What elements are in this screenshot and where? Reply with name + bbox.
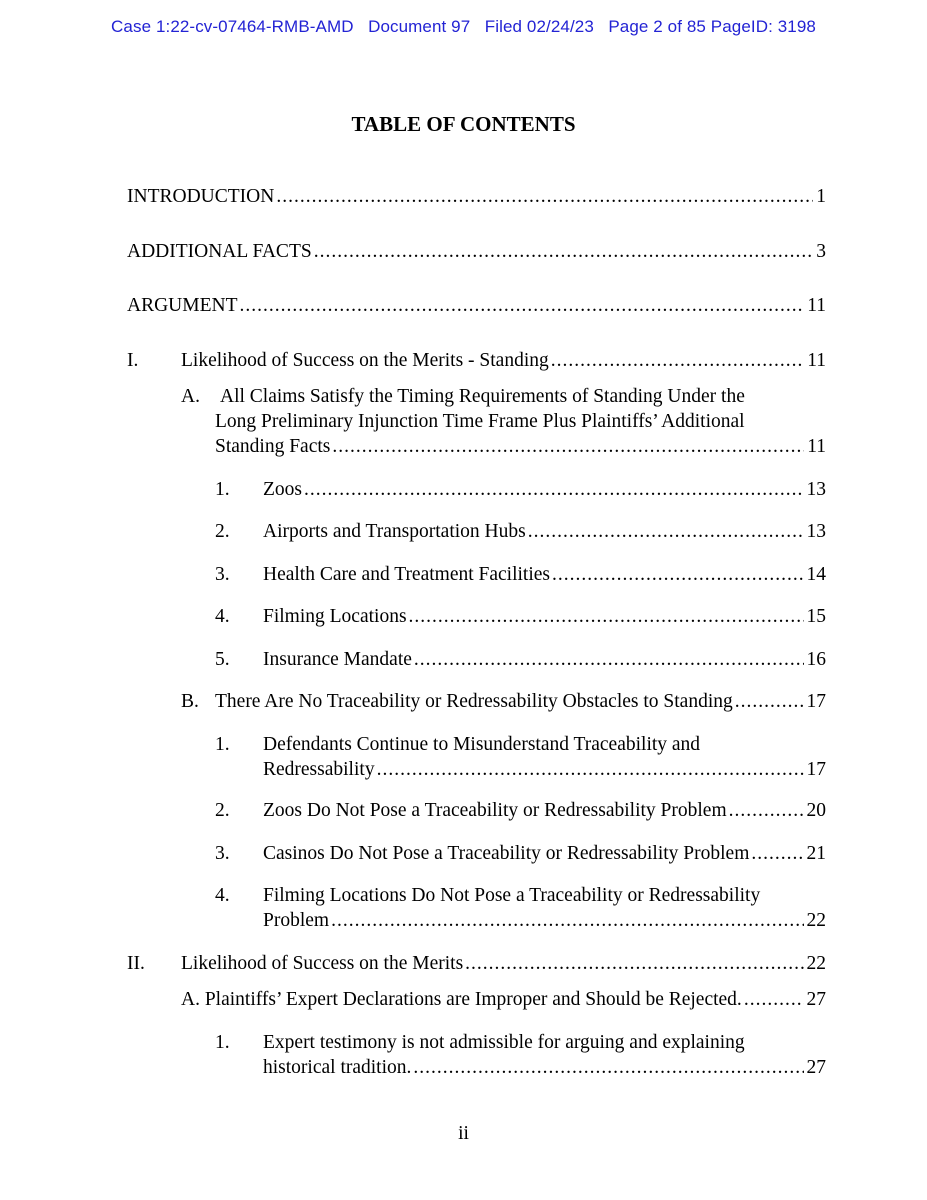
toc-section-number: 3. [215, 564, 230, 585]
toc-entry-label: ADDITIONAL FACTS [127, 241, 312, 262]
toc-entry-label: Casinos Do Not Pose a Traceability or Redressability Problem [263, 843, 750, 864]
dot-leader [528, 519, 804, 544]
toc-entry-introduction [127, 184, 826, 209]
dot-leader [240, 293, 805, 318]
toc-entry-label: Problem [263, 910, 330, 931]
toc-entry-zoos [263, 477, 826, 502]
toc-entry-label: historical tradition. [263, 1057, 412, 1078]
dot-leader [729, 798, 804, 823]
toc-page-number: 11 [807, 436, 826, 457]
toc-entry-label: Likelihood of Success on the Merits [181, 953, 464, 974]
toc-entry-zoos-problem [263, 798, 826, 823]
dot-leader [552, 562, 803, 587]
page-title: TABLE OF CONTENTS [351, 112, 576, 136]
toc-page-number: 27 [806, 1057, 826, 1078]
toc-entry-line: All Claims Satisfy the Timing Requirements of Standing Under the [220, 386, 745, 407]
toc-entry-label: INTRODUCTION [127, 186, 275, 207]
toc-page-number: 16 [806, 649, 826, 670]
case-header: Case 1:22-cv-07464-RMB-AMD Document 97 Filed 02/24/23 Page 2 of 85 PageID: 3198 [111, 17, 816, 36]
dot-leader [413, 1055, 803, 1080]
toc-entry-label: ARGUMENT [127, 295, 238, 316]
toc-entry-misunderstand [263, 757, 826, 782]
toc-section-number: 5. [215, 649, 230, 670]
toc-entry-filming-locations [263, 604, 826, 629]
toc-section-number: B. [181, 691, 199, 712]
toc-section-number: 1. [215, 734, 230, 755]
toc-page-number: 13 [806, 521, 826, 542]
toc-entry-additional-facts [127, 239, 826, 264]
toc-entry-argument [127, 293, 826, 318]
toc-entry-section-1b [215, 689, 826, 714]
toc-entry-section-2a [181, 987, 826, 1012]
toc-page-number: 21 [806, 843, 826, 864]
dot-leader [414, 647, 804, 672]
toc-entry-expert-testimony [263, 1055, 826, 1080]
dot-leader [314, 239, 814, 264]
toc-page-number: 22 [806, 910, 826, 931]
dot-leader [744, 987, 804, 1012]
dot-leader [331, 908, 803, 933]
toc-entry-label: Airports and Transportation Hubs [263, 521, 526, 542]
toc-section-number: 4. [215, 606, 230, 627]
toc-section-number: II. [127, 953, 145, 974]
dot-leader [551, 348, 804, 373]
toc-section-number: 3. [215, 843, 230, 864]
toc-entry-section-1a [215, 434, 826, 459]
toc-entry-section-2 [181, 951, 826, 976]
toc-entry-label: Zoos [263, 479, 302, 500]
toc-section-number: A. [181, 386, 200, 407]
dot-leader [304, 477, 804, 502]
toc-entry-label: Standing Facts [215, 436, 331, 457]
dot-leader [409, 604, 804, 629]
toc-entry-section-1 [181, 348, 826, 373]
toc-entry-line: Filming Locations Do Not Pose a Traceability or Redressability [263, 885, 761, 906]
toc-page-number: 22 [806, 953, 826, 974]
dot-leader [465, 951, 803, 976]
toc-section-number: 1. [215, 479, 230, 500]
dot-leader [377, 757, 804, 782]
toc-entry-label: Health Care and Treatment Facilities [263, 564, 551, 585]
toc-entry-airports [263, 519, 826, 544]
toc-page-number: 17 [806, 691, 826, 712]
toc-entry-casinos-problem [263, 841, 826, 866]
toc-page-number: 11 [807, 295, 826, 316]
dot-leader [751, 841, 803, 866]
page-number: ii [458, 1123, 469, 1144]
toc-entry-insurance-mandate [263, 647, 826, 672]
toc-entry-label: Zoos Do Not Pose a Traceability or Redressability Problem [263, 800, 727, 821]
toc-entry-health-care [263, 562, 826, 587]
toc-page-number: 13 [806, 479, 826, 500]
toc-page-number: 15 [806, 606, 826, 627]
toc-entry-label: There Are No Traceability or Redressability Obstacles to Standing [215, 691, 733, 712]
toc-page-number: 20 [806, 800, 826, 821]
toc-page-number: 14 [806, 564, 826, 585]
toc-entry-label: Filming Locations [263, 606, 407, 627]
toc-entry-filming-problem [263, 908, 826, 933]
toc-section-number: 2. [215, 800, 230, 821]
dot-leader [735, 689, 804, 714]
toc-entry-label: A. Plaintiffs’ Expert Declarations are Improper and Should be Rejected. [181, 989, 742, 1010]
toc-page-number: 3 [816, 241, 826, 262]
toc-page-number: 1 [816, 186, 826, 207]
toc-section-number: 1. [215, 1032, 230, 1053]
toc-entry-line: Defendants Continue to Misunderstand Traceability and [263, 734, 701, 755]
toc-entry-label: Redressability [263, 759, 375, 780]
toc-section-number: 2. [215, 521, 230, 542]
dot-leader [332, 434, 804, 459]
toc-page-number: 27 [806, 989, 826, 1010]
toc-entry-line: Expert testimony is not admissible for arguing and explaining [263, 1032, 745, 1053]
toc-section-number: I. [127, 350, 139, 371]
toc-page-number: 17 [806, 759, 826, 780]
toc-entry-label: Insurance Mandate [263, 649, 412, 670]
toc-entry-label: Likelihood of Success on the Merits - Standing [181, 350, 549, 371]
toc-section-number: 4. [215, 885, 230, 906]
toc-page-number: 11 [807, 350, 826, 371]
toc-entry-line: Long Preliminary Injunction Time Frame Plus Plaintiffs’ Additional [215, 411, 745, 432]
dot-leader [276, 184, 813, 209]
